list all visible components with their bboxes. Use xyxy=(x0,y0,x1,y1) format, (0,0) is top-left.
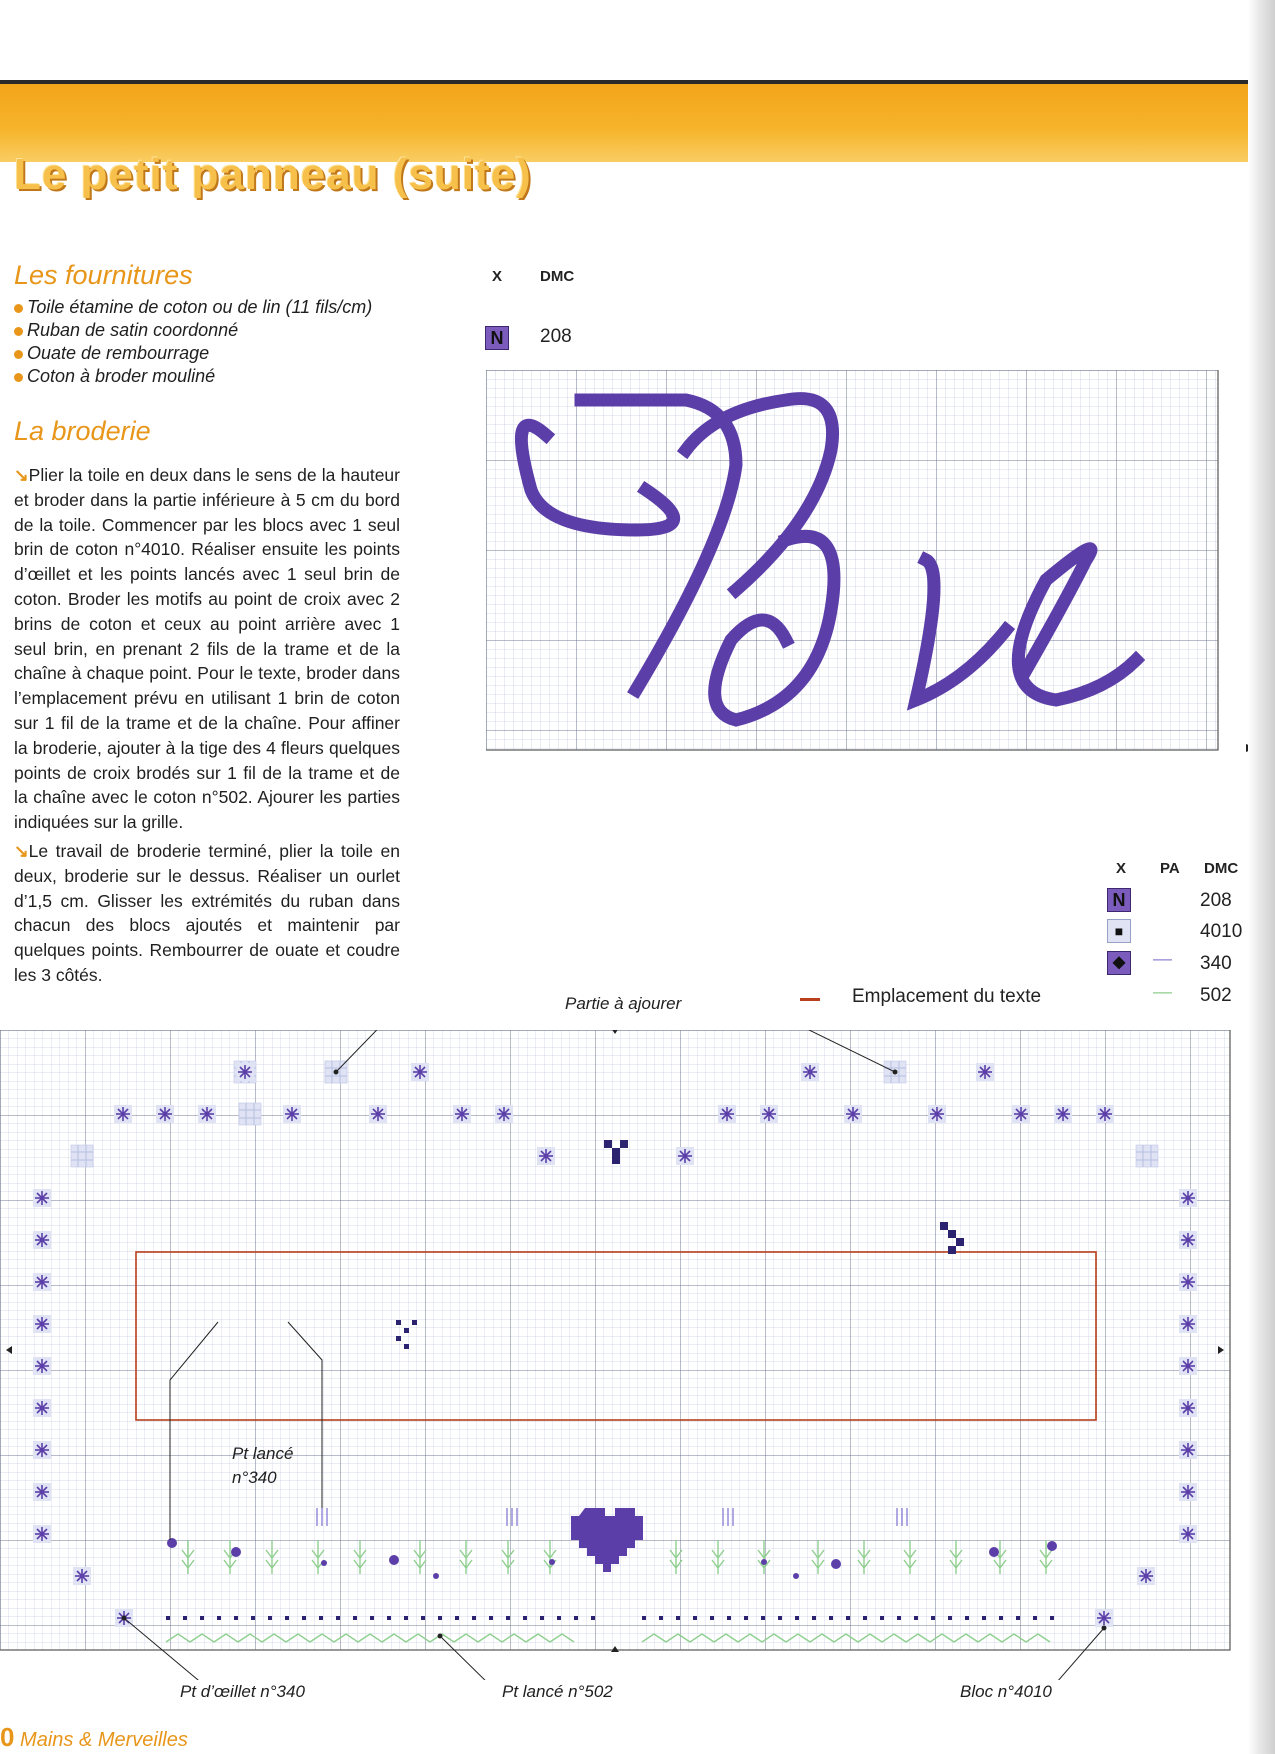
list-item: Ruban de satin coordonné xyxy=(14,319,372,342)
pt-lance-502-label: Pt lancé n°502 xyxy=(502,1682,613,1701)
list-item: Toile étamine de coton ou de lin (11 fils/cm) xyxy=(14,296,372,319)
key-main-pa-line: — xyxy=(1153,982,1172,1003)
bullet-icon xyxy=(14,327,23,336)
swatch-icon: ◆ xyxy=(1107,951,1131,975)
key-main-col-dmc: DMC xyxy=(1204,860,1239,877)
text-location-swatch xyxy=(800,998,820,1001)
key-main-dmc-value: 502 xyxy=(1200,985,1232,1006)
magazine-name: Mains & Merveilles xyxy=(20,1729,188,1751)
key-main-col-pa: PA xyxy=(1160,860,1180,877)
swatch-icon: ■ xyxy=(1107,919,1131,943)
pt-oeillet-340-label: Pt d’œillet n°340 xyxy=(180,1682,305,1701)
swatch-icon: N xyxy=(1107,888,1131,912)
bullet-icon xyxy=(14,350,23,359)
bullet-icon xyxy=(14,304,23,313)
key-main-pa-line: — xyxy=(1153,949,1172,970)
list-item: Ouate de rembourrage xyxy=(14,342,372,365)
pt-lance-340-label-line2: n°340 xyxy=(232,1468,277,1487)
openwork-label: Partie à ajourer xyxy=(565,994,682,1013)
key-main-col-x: X xyxy=(1116,860,1127,877)
page-footer xyxy=(0,1722,188,1753)
main-chart xyxy=(0,1030,1275,1680)
page-number: 0 xyxy=(0,1722,15,1752)
supplies-heading: Les fournitures xyxy=(14,260,193,290)
page-title: Le petit panneau (suite) xyxy=(14,150,532,199)
swatch-icon: N xyxy=(485,326,509,350)
text-location-label: Emplacement du texte xyxy=(852,986,1042,1007)
supplies-list xyxy=(14,296,372,388)
embroidery-instructions xyxy=(14,463,400,992)
arrow-icon: ↘ xyxy=(14,840,29,861)
key-main-dmc-value: 208 xyxy=(1200,890,1232,911)
embroidery-heading: La broderie xyxy=(14,416,151,446)
key-top-col-dmc: DMC xyxy=(540,268,575,285)
bullet-icon xyxy=(14,373,23,382)
key-main-dmc-value: 4010 xyxy=(1200,921,1243,942)
instruction-paragraph: ↘Plier la toile en deux dans le sens de la hauteur et broder dans la partie inférieure à 5 cm du bord de la toile. Commencer par les blocs avec 1 seul brin de coton n°4010. Réaliser ensuite les points d’œillet et les points lancés avec 1 seul brin de coton. Broder les motifs au point de croix avec 2 brins de coton et ceux au point arrière avec 1 seul brin, en prenant 2 fils de la trame et de la chaîne à chaque point. Pour le texte, broder dans l’emplacement prévu en utilisant 1 brin de coton sur 1 fil de la trame et de la chaîne. Pour affiner la broderie, ajouter à la tige des 4 fleurs quelques points de croix brodés sur 1 fil de la trame et de la chaîne avec le coton n°502. Ajourer les parties indiquées sur la grille. xyxy=(14,465,400,833)
key-top-col-x: X xyxy=(492,268,503,285)
key-main-dmc-value: 340 xyxy=(1200,953,1232,974)
arrow-icon: ↘ xyxy=(14,465,29,485)
page-gutter xyxy=(1248,0,1275,1754)
pt-lance-340-label-line1: Pt lancé xyxy=(232,1444,294,1463)
key-top-dmc-value: 208 xyxy=(540,326,572,347)
bloc-4010-label: Bloc n°4010 xyxy=(960,1682,1052,1701)
list-item: Coton à broder mouliné xyxy=(14,365,372,388)
instruction-paragraph: ↘Le travail de broderie terminé, plier la toile en deux, broderie sur le dessus. Réaliser un ourlet d’1,5 cm. Glisser les extrémités du ruban dans chacun des blocs ajoutés et maintenir par quelques points. Rembourrer de ouate et coudre les 3 côtés. xyxy=(14,840,400,985)
lettering-chart xyxy=(486,370,1275,756)
